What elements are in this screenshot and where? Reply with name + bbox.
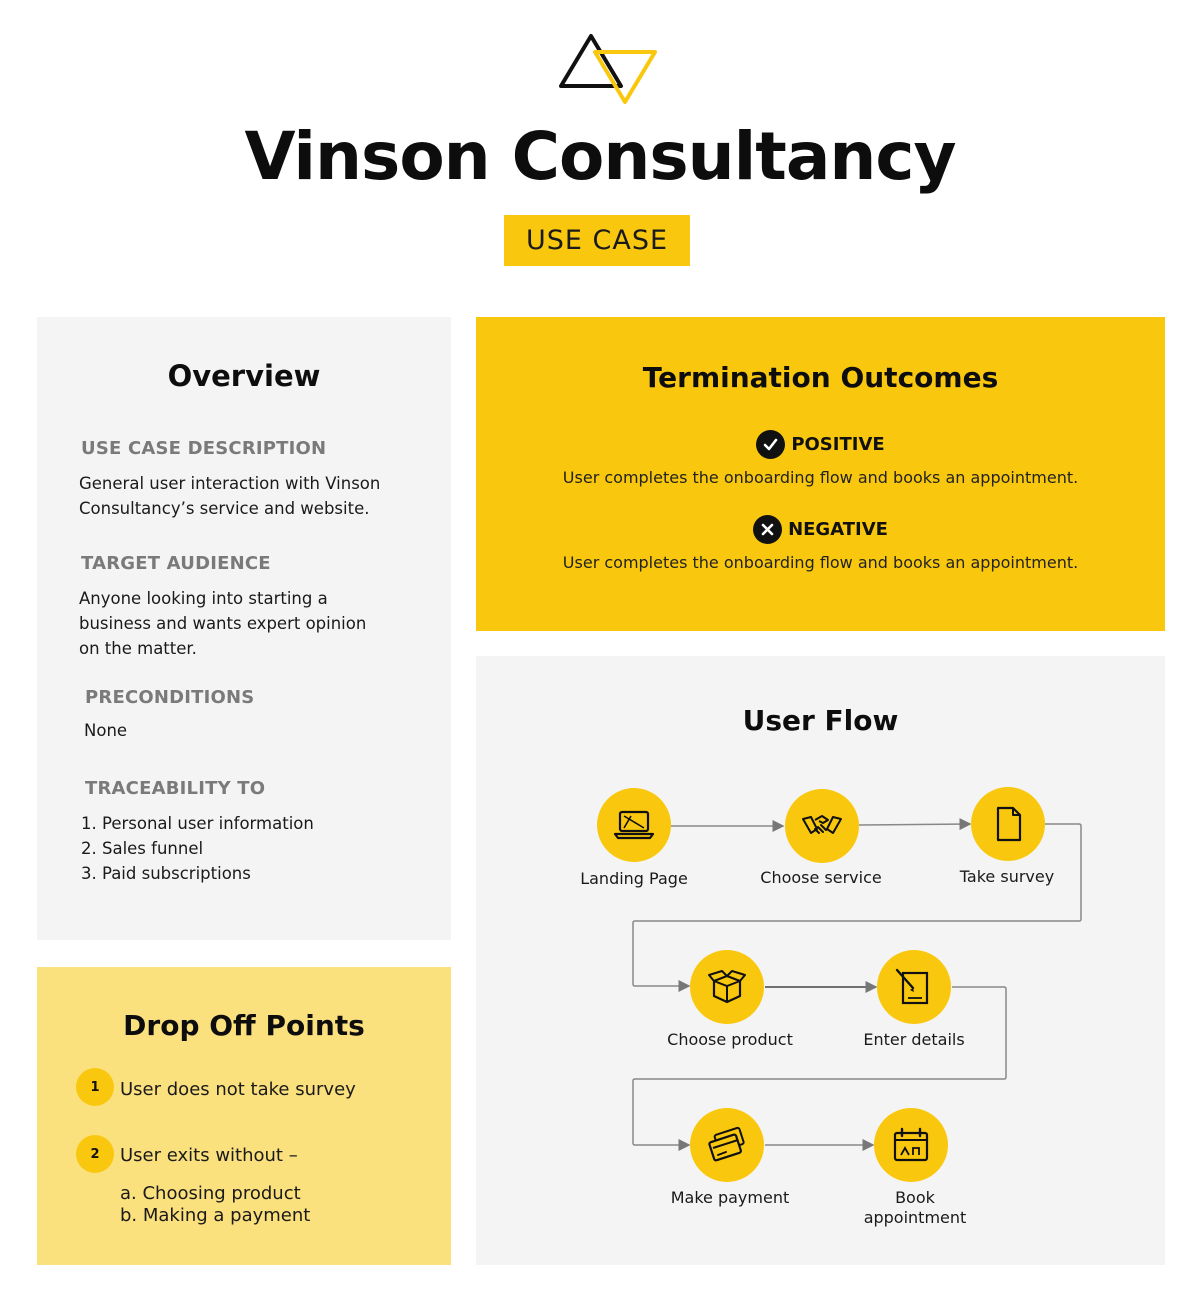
check-icon xyxy=(756,430,785,459)
preconditions-value: None xyxy=(84,721,128,740)
negative-outcome-text: User completes the onboarding flow and books an appointment. xyxy=(562,553,1079,572)
termination-outcomes-panel xyxy=(476,317,1165,631)
connector-2-3 xyxy=(859,824,970,825)
flow-step-label: Make payment xyxy=(670,1188,790,1207)
flow-step-landing-page xyxy=(597,788,671,862)
drop-off-title: Drop Off Points xyxy=(123,1009,365,1042)
list-item: 3. Paid subscriptions xyxy=(81,864,251,883)
user-flow-title: User Flow xyxy=(742,704,899,737)
credit-card-icon xyxy=(704,1122,750,1168)
traceability-heading: TRACEABILITY TO xyxy=(85,778,266,799)
connector-5-6 xyxy=(633,987,1006,1145)
overview-panel xyxy=(37,317,451,940)
flow-step-label: Choose product xyxy=(667,1030,793,1049)
laptop-icon xyxy=(611,802,657,848)
list-item: 1. Personal user information xyxy=(81,814,314,833)
x-icon xyxy=(753,515,782,544)
negative-outcome-heading xyxy=(476,515,1165,544)
drop-off-sub-list xyxy=(120,1183,310,1227)
positive-outcome-heading xyxy=(476,430,1165,459)
flow-step-book-appointment xyxy=(874,1108,948,1182)
document-icon xyxy=(985,801,1031,847)
brand-logo-icon xyxy=(555,30,665,112)
target-audience-heading: TARGET AUDIENCE xyxy=(81,553,271,574)
flow-step-label: Take survey xyxy=(959,867,1055,886)
preconditions-heading: PRECONDITIONS xyxy=(85,687,255,708)
drop-off-number-badge: 2 xyxy=(76,1135,114,1173)
drop-off-points-panel xyxy=(37,967,451,1265)
flow-step-label: Book appointment xyxy=(863,1188,967,1227)
flow-step-choose-service xyxy=(785,789,859,863)
positive-outcome-text: User completes the onboarding flow and books an appointment. xyxy=(562,468,1079,487)
flow-connectors xyxy=(476,656,1165,1265)
drop-off-number-badge: 1 xyxy=(76,1068,114,1106)
list-item: a. Choosing product xyxy=(120,1183,301,1204)
handshake-icon xyxy=(799,803,845,849)
flow-step-take-survey xyxy=(971,787,1045,861)
use-case-badge: USE CASE xyxy=(504,215,690,266)
form-pen-icon xyxy=(891,964,937,1010)
calendar-icon xyxy=(888,1122,934,1168)
flow-step-choose-product xyxy=(690,950,764,1024)
negative-label: NEGATIVE xyxy=(788,519,888,540)
traceability-list xyxy=(81,811,314,886)
overview-title: Overview xyxy=(167,359,321,393)
page-title: Vinson Consultancy xyxy=(244,118,956,195)
drop-off-point-text: User exits without – xyxy=(120,1145,298,1166)
flow-step-enter-details xyxy=(877,950,951,1024)
flow-step-label: Landing Page xyxy=(580,869,688,888)
flow-step-make-payment xyxy=(690,1108,764,1182)
target-audience-text: Anyone looking into starting a business and wants expert opinion on the matter. xyxy=(79,589,367,658)
use-case-description-text: General user interaction with Vinson Consultancy’s service and website. xyxy=(79,474,381,518)
drop-off-point-text: User does not take survey xyxy=(120,1079,356,1100)
flow-step-label: Enter details xyxy=(863,1030,965,1049)
box-icon xyxy=(704,964,750,1010)
use-case-description-heading: USE CASE DESCRIPTION xyxy=(81,438,327,459)
positive-label: POSITIVE xyxy=(791,434,885,455)
termination-title: Termination Outcomes xyxy=(642,361,999,394)
user-flow-panel xyxy=(476,656,1165,1265)
flow-step-label: Choose service xyxy=(760,868,882,887)
list-item: b. Making a payment xyxy=(120,1205,311,1226)
list-item: 2. Sales funnel xyxy=(81,839,204,858)
